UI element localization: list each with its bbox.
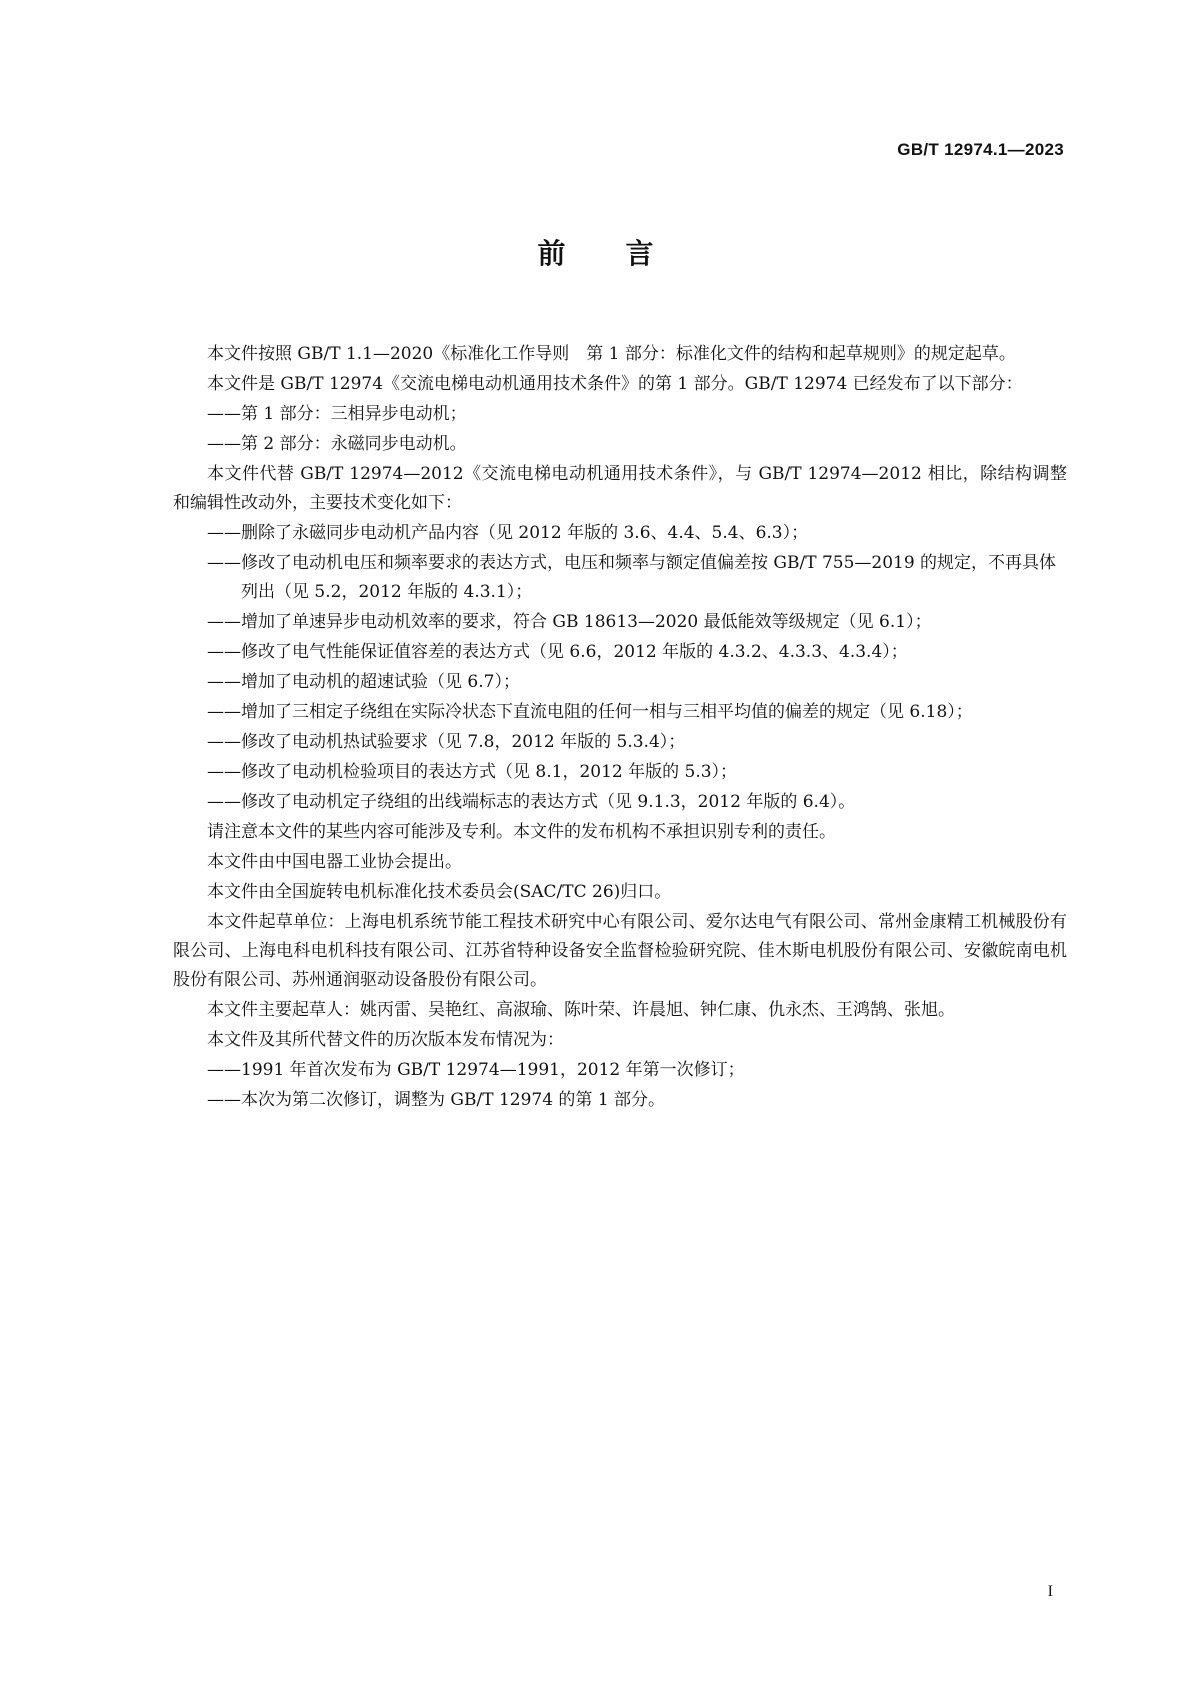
list-item-change: ——修改了电动机热试验要求（见 7.8，2012 年版的 5.3.4）；	[207, 732, 686, 752]
list-item-part: ——第 2 部分：永磁同步电动机。	[207, 434, 467, 454]
title-char-2: 言	[625, 237, 654, 270]
list-item-change: ——增加了三相定子绕组在实际冷状态下直流电阻的任何一相与三相平均值的偏差的规定（见 6.18）；	[207, 702, 973, 722]
paragraph-committee: 本文件由全国旋转电机标准化技术委员会(SAC/TC 26)归口。	[207, 882, 672, 902]
list-item-change: ——增加了电动机的超速试验（见 6.7）；	[207, 672, 520, 692]
title-char-1: 前	[537, 237, 566, 270]
list-item-part: ——第 1 部分：三相异步电动机；	[207, 404, 467, 424]
page-title	[0, 232, 1191, 272]
paragraph-series-intro: 本文件是 GB/T 12974《交流电梯电动机通用技术条件》的第 1 部分。GB/T 12974 已经发布了以下部分：	[207, 374, 1023, 394]
paragraph-proposer: 本文件由中国电器工业协会提出。	[207, 852, 462, 872]
foreword-body	[173, 340, 1067, 1116]
list-item-change: ——修改了电动机检验项目的表达方式（见 8.1，2012 年版的 5.3）；	[207, 762, 738, 782]
list-item-change: ——删除了永磁同步电动机产品内容（见 2012 年版的 3.6、4.4、5.4、6.3）；	[207, 523, 809, 543]
list-item-history: ——1991 年首次发布为 GB/T 12974—1991，2012 年第一次修订；	[207, 1060, 745, 1080]
paragraph-drafting-units: 本文件起草单位：上海电机系统节能工程技术研究中心有限公司、爱尔达电气有限公司、常州金康精工机械股份有限公司、上海电科电机科技有限公司、江苏省特种设备安全监督检验研究院、佳木斯电机股份有限公司、安徽皖南电机股份有限公司、苏州通润驱动设备股份有限公司。	[173, 912, 1067, 990]
page-number: I	[1047, 1583, 1053, 1600]
paragraph-drafters: 本文件主要起草人：姚丙雷、吴艳红、高淑瑜、陈叶荣、许晨旭、钟仁康、仇永杰、王鸿鹄、张旭。	[207, 1000, 955, 1020]
list-item-change: ——修改了电动机定子绕组的出线端标志的表达方式（见 9.1.3，2012 年版的 6.4）。	[207, 792, 856, 812]
paragraph-drafting-basis: 本文件按照 GB/T 1.1—2020《标准化工作导则 第 1 部分：标准化文件的结构和起草规则》的规定起草。	[207, 344, 1016, 364]
list-item-change: ——修改了电动机电压和频率要求的表达方式，电压和频率与额定值偏差按 GB/T 755—2019 的规定，不再具体列出（见 5.2，2012 年版的 4.3.1）；	[207, 553, 1057, 602]
paragraph-history-intro: 本文件及其所代替文件的历次版本发布情况为：	[207, 1030, 564, 1050]
list-item-history: ——本次为第二次修订，调整为 GB/T 12974 的第 1 部分。	[207, 1090, 666, 1110]
paragraph-replaces: 本文件代替 GB/T 12974—2012《交流电梯电动机通用技术条件》，与 GB/T 12974—2012 相比，除结构调整和编辑性改动外，主要技术变化如下：	[173, 464, 1067, 513]
standard-code: GB/T 12974.1—2023	[897, 140, 1064, 159]
paragraph-patent-notice: 请注意本文件的某些内容可能涉及专利。本文件的发布机构不承担识别专利的责任。	[207, 822, 836, 842]
list-item-change: ——增加了单速异步电动机效率的要求，符合 GB 18613—2020 最低能效等级规定（见 6.1）；	[207, 612, 932, 632]
list-item-change: ——修改了电气性能保证值容差的表达方式（见 6.6，2012 年版的 4.3.2、4.3.3、4.3.4）；	[207, 642, 908, 662]
